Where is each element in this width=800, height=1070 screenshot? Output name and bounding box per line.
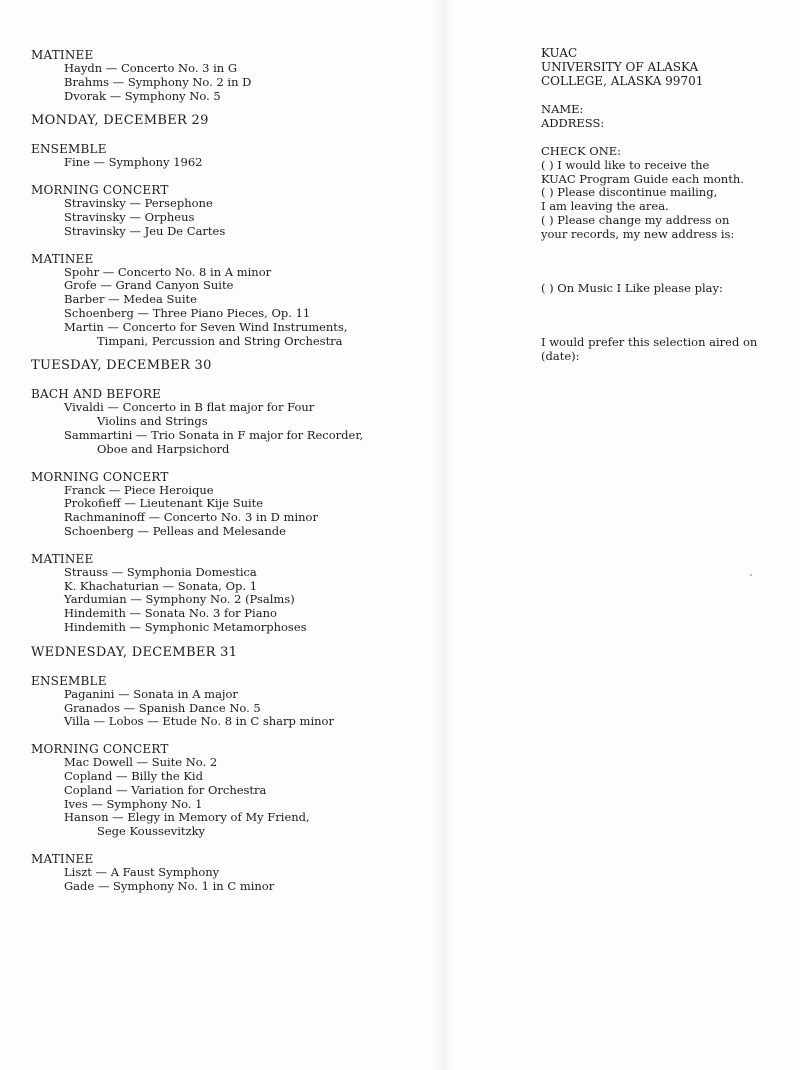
program-item-line: Gade — Symphony No. 1 in C minor: [64, 878, 275, 893]
program-item: [31, 90, 431, 104]
program-item: [31, 702, 431, 716]
option-change-address-cont: your records, my new address is:: [541, 226, 735, 241]
program-block: [31, 48, 431, 103]
program-item: [31, 497, 431, 511]
program-block: [31, 142, 431, 170]
program-item-line: Hindemith — Sonata No. 3 for Piano: [64, 606, 277, 621]
program-item-line: Spohr — Concerto No. 8 in A minor: [64, 264, 272, 279]
option-receive-guide-cont: KUAC Program Guide each month.: [541, 171, 744, 186]
music-request-option: ( ) On Music I Like please play:: [541, 280, 723, 295]
program-item: [31, 484, 431, 498]
program-item-continuation: Oboe and Harpsichord: [97, 441, 230, 456]
program-block: [31, 552, 431, 635]
program-item: [31, 580, 431, 594]
program-item: [31, 197, 431, 211]
program-label: ENSEMBLE: [31, 142, 107, 157]
program-item: [31, 429, 431, 457]
program-item: [31, 811, 431, 839]
program-item: [31, 279, 431, 293]
program-label: MATINEE: [31, 851, 94, 866]
program-item: [31, 211, 431, 225]
program-item: [31, 511, 431, 525]
program-label: ENSEMBLE: [31, 673, 107, 688]
program-label: MORNING CONCERT: [31, 183, 169, 198]
paper-speck: [750, 574, 752, 576]
program-item: [31, 593, 431, 607]
program-item: [31, 880, 431, 894]
program-item-line: Dvorak — Symphony No. 5: [64, 88, 221, 103]
program-item: [31, 715, 431, 729]
program-block: [31, 470, 431, 539]
program-item-line: Strauss — Symphonia Domestica: [64, 564, 257, 579]
program-item-line: Villa — Lobos — Etude No. 8 in C sharp minor: [64, 714, 334, 729]
program-item-line: Copland — Variation for Orchestra: [64, 782, 267, 797]
program-item-line: Stravinsky — Orpheus: [64, 209, 195, 224]
program-item: [31, 866, 431, 880]
option-change-address: ( ) Please change my address on: [541, 212, 730, 227]
program-item: [31, 525, 431, 539]
program-item-continuation: Sege Koussevitzky: [97, 824, 206, 839]
program-item: [31, 321, 431, 349]
program-schedule: [31, 48, 431, 903]
program-block: [31, 252, 431, 349]
name-label: NAME:: [541, 102, 584, 117]
program-item-line: Barber — Medea Suite: [64, 292, 197, 307]
program-item-line: Brahms — Symphony No. 2 in D: [64, 74, 252, 89]
program-item-line: Mac Dowell — Suite No. 2: [64, 755, 218, 770]
program-item: [31, 770, 431, 784]
day-heading: TUESDAY, DECEMBER 30: [31, 358, 212, 374]
program-item: [31, 76, 431, 90]
program-item: [31, 621, 431, 635]
program-item: [31, 62, 431, 76]
program-block: [31, 742, 431, 839]
day-heading: MONDAY, DECEMBER 29: [31, 113, 209, 129]
program-item-line: Haydn — Concerto No. 3 in G: [64, 61, 238, 75]
mailing-address: COLLEGE, ALASKA 99701: [541, 73, 704, 88]
program-block: [31, 387, 431, 456]
program-item-line: Hindemith — Symphonic Metamorphoses: [64, 619, 307, 634]
program-item-line: Sammartini — Trio Sonata in F major for Recorder,: [64, 427, 364, 442]
program-label: BACH AND BEFORE: [31, 387, 162, 402]
program-item: [31, 156, 431, 170]
program-item-line: Stravinsky — Jeu De Cartes: [64, 223, 226, 238]
preferred-date-label-cont: (date):: [541, 349, 580, 364]
program-item: [31, 266, 431, 280]
option-receive-guide: ( ) I would like to receive the: [541, 157, 710, 172]
program-label: MATINEE: [31, 251, 94, 266]
program-item: [31, 401, 431, 429]
program-item-line: Copland — Billy the Kid: [64, 768, 203, 783]
program-item-line: Grofe — Grand Canyon Suite: [64, 278, 234, 293]
program-item-line: Granados — Spanish Dance No. 5: [64, 700, 261, 715]
option-discontinue-cont: I am leaving the area.: [541, 199, 669, 214]
page-fold-shadow: [432, 0, 454, 1070]
program-item: [31, 307, 431, 321]
option-discontinue: ( ) Please discontinue mailing,: [541, 185, 718, 200]
program-item-line: Schoenberg — Pelleas and Melesande: [64, 523, 286, 538]
program-item-line: Franck — Piece Heroique: [64, 482, 214, 497]
program-item-line: Vivaldi — Concerto in B flat major for Four: [64, 400, 315, 415]
program-item-continuation: Violins and Strings: [97, 414, 208, 429]
program-item-line: Paganini — Sonata in A major: [64, 686, 238, 701]
day-heading: WEDNESDAY, DECEMBER 31: [31, 644, 238, 660]
program-item: [31, 293, 431, 307]
program-item-line: Liszt — A Faust Symphony: [64, 864, 220, 879]
university-name: UNIVERSITY OF ALASKA: [541, 59, 699, 74]
program-item-line: Yardumian — Symphony No. 2 (Psalms): [64, 592, 295, 607]
program-item-line: Martin — Concerto for Seven Wind Instruments,: [64, 319, 348, 334]
program-item-line: Ives — Symphony No. 1: [64, 796, 203, 811]
program-block: [31, 183, 431, 238]
program-item-line: K. Khachaturian — Sonata, Op. 1: [64, 578, 258, 593]
preferred-date-label: I would prefer this selection aired on: [541, 335, 758, 350]
program-item-line: Stravinsky — Persephone: [64, 196, 213, 211]
program-item: [31, 784, 431, 798]
program-item: [31, 607, 431, 621]
program-item-line: Rachmaninoff — Concerto No. 3 in D minor: [64, 510, 318, 525]
program-item: [31, 688, 431, 702]
program-label: MATINEE: [31, 551, 94, 566]
program-item: [31, 225, 431, 239]
program-label: MATINEE: [31, 48, 94, 62]
program-label: MORNING CONCERT: [31, 469, 169, 484]
program-item: [31, 756, 431, 770]
program-block: [31, 674, 431, 729]
program-item: [31, 798, 431, 812]
request-form: [541, 47, 781, 364]
check-one-label: CHECK ONE:: [541, 143, 622, 158]
program-item-line: Fine — Symphony 1962: [64, 155, 203, 170]
program-item: [31, 566, 431, 580]
program-item-continuation: Timpani, Percussion and String Orchestra: [97, 333, 343, 348]
station-name: KUAC: [541, 46, 578, 60]
program-item-line: Schoenberg — Three Piano Pieces, Op. 11: [64, 305, 311, 320]
program-item-line: Prokofieff — Lieutenant Kije Suite: [64, 496, 264, 511]
program-block: [31, 852, 431, 894]
program-item-line: Hanson — Elegy in Memory of My Friend,: [64, 810, 310, 825]
program-label: MORNING CONCERT: [31, 742, 169, 757]
address-label: ADDRESS:: [541, 116, 605, 131]
